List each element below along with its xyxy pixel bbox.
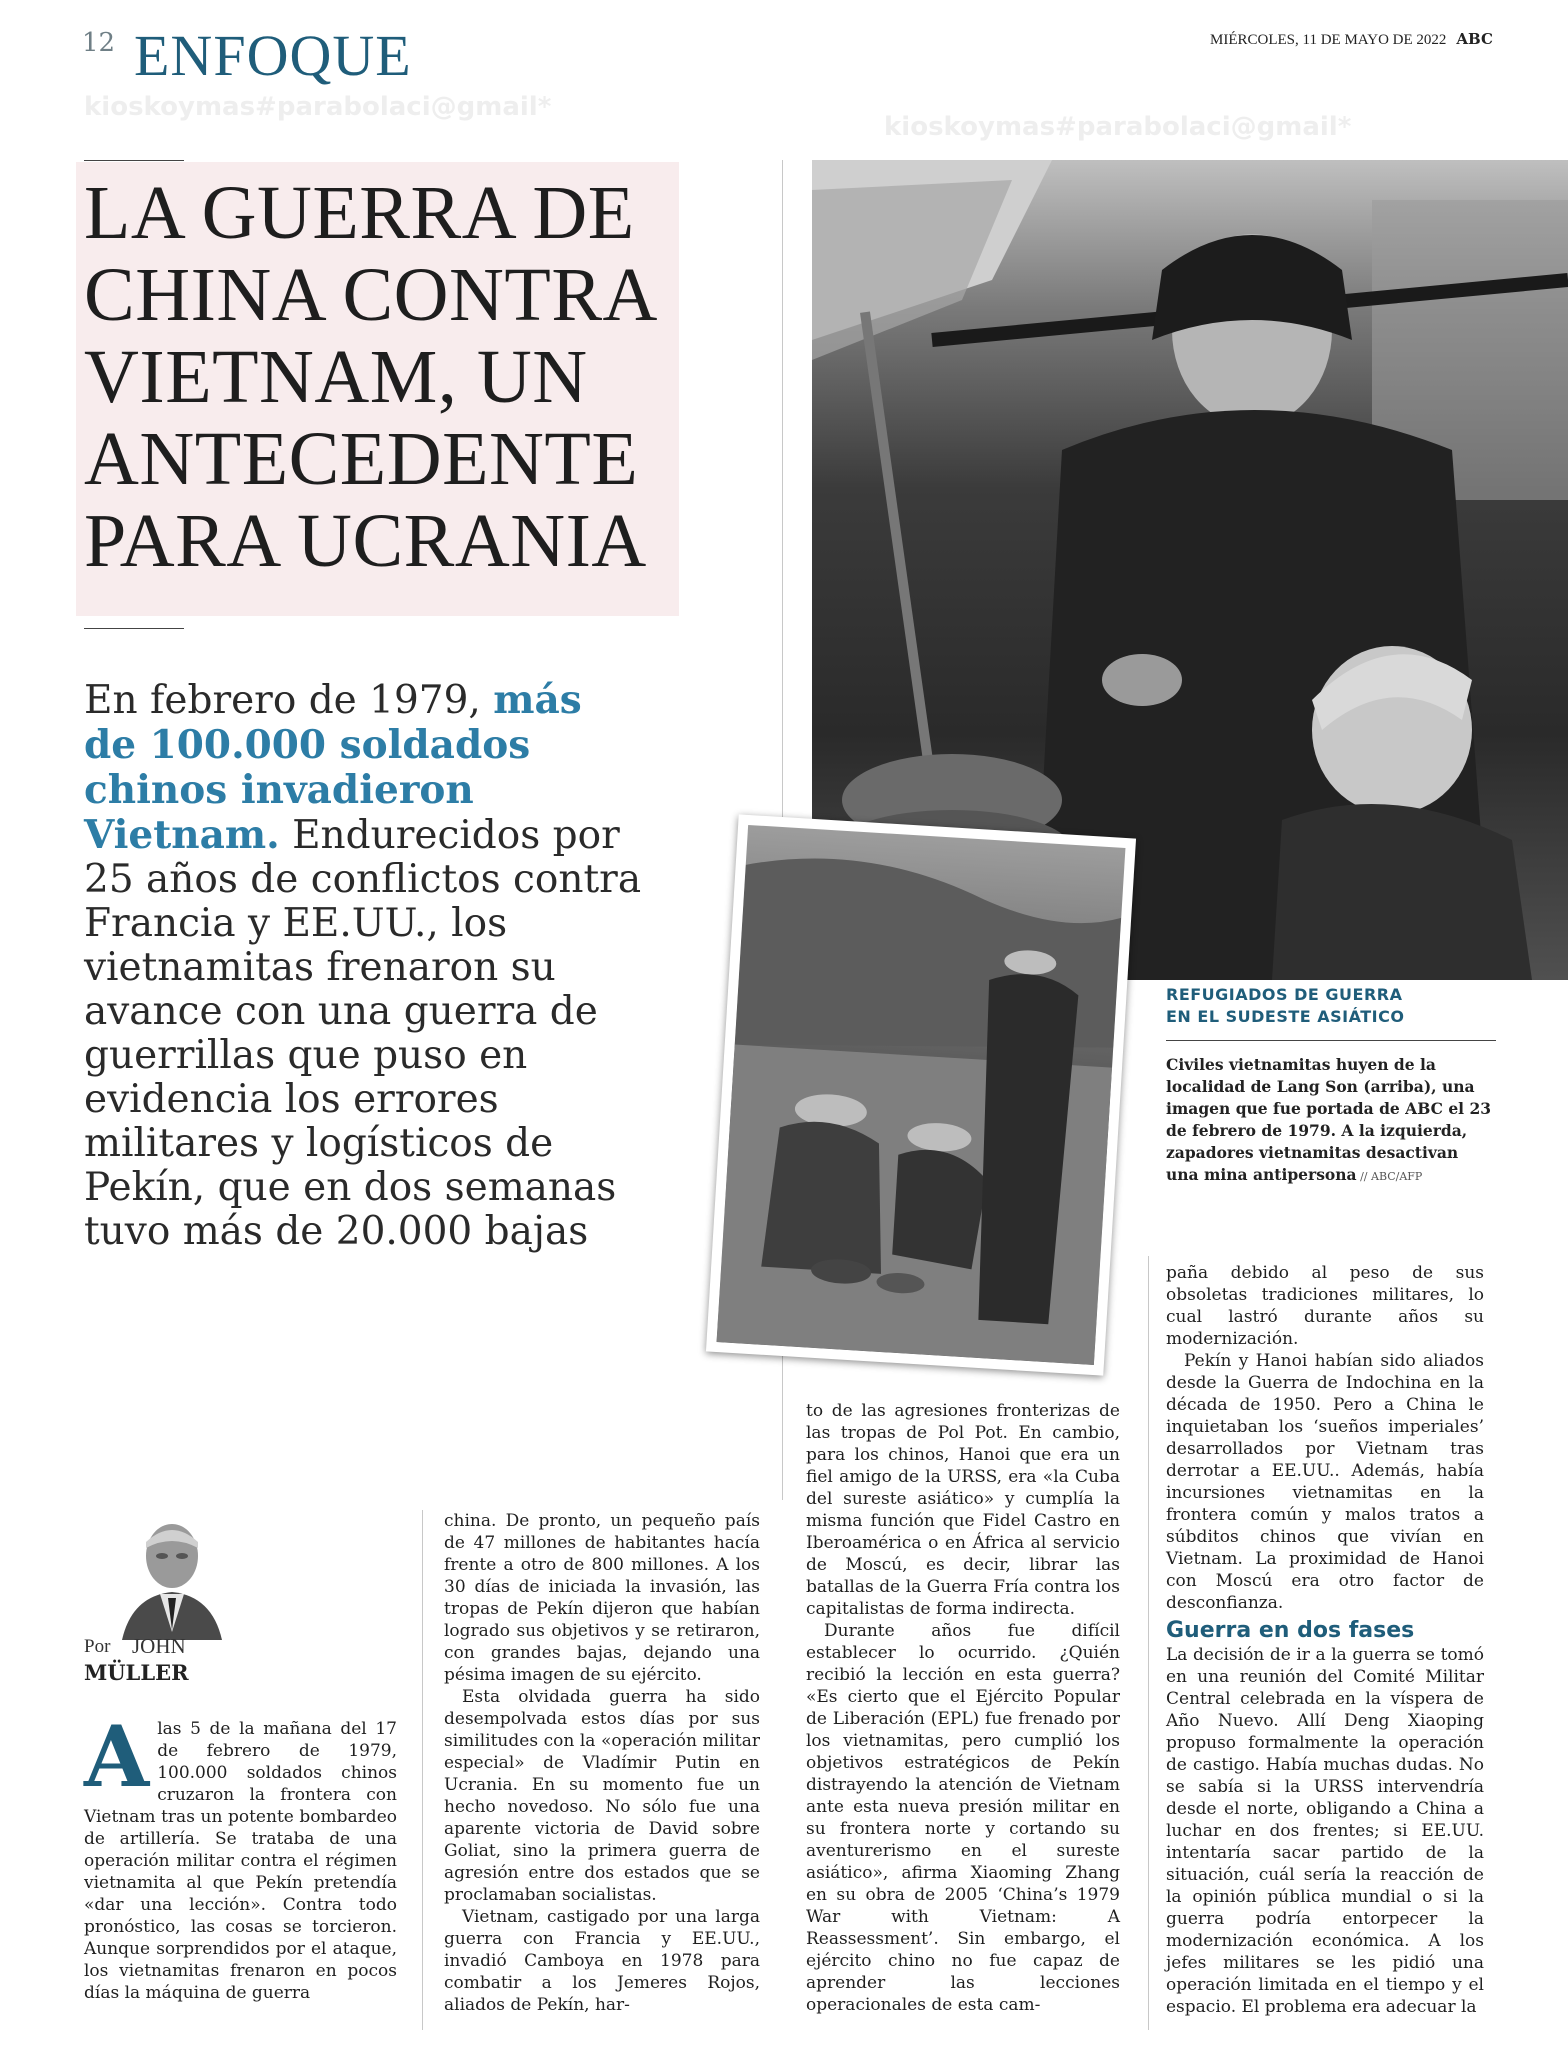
- article-column-1: [84, 1707, 397, 2004]
- lead-paragraph: [84, 678, 644, 1254]
- photo-credit: // ABC/AFP: [1356, 1170, 1423, 1183]
- article-paragraph: Vietnam, castigado por una larga guerra con Francia y EE.UU., invadió Camboya en 1978 para combatir a los Jemeres Rojos, aliados de Pekín, har-: [444, 1907, 760, 2015]
- byline-por: Por: [84, 1636, 111, 1657]
- lead-highlight: más de 100.000 soldados chinos invadieron Vietnam.: [84, 677, 582, 858]
- article-paragraph: las 5 de la mañana del 17 de febrero de 1979, 100.000 soldados chinos cruzaron la frontera con Vietnam tras un potente bombardeo de artillería. Se trataba de una operación militar contra el régimen vietnamita al que Pekín pretendía «dar una lección». Contra todo pronóstico, las cosas se torcieron. Aunque sorprendidos por el ataque, los vietnamitas frenaron en pocos días la máquina de guerra: [84, 1719, 397, 2003]
- dateline: [1210, 30, 1493, 49]
- author-portrait-icon: [112, 1512, 232, 1640]
- author-first-name: JOHN: [132, 1634, 186, 1658]
- paper-name: ABC: [1456, 30, 1493, 48]
- article-column-3: [806, 1400, 1120, 2016]
- section-title: ENFOQUE: [134, 23, 412, 88]
- headline: [84, 172, 684, 582]
- column-divider: [422, 1510, 423, 2030]
- headline-line: LA GUERRA DE: [84, 171, 635, 255]
- photo-caption-title: [1166, 984, 1496, 1028]
- article-paragraph: Esta olvidada guerra ha sido desempolvada estos días por sus similitudes con la «operación militar especial» de Vladímir Putin en Ucrania. En su momento fue un hecho novedoso. No sólo fue una aparente victoria de David sobre Goliat, sino la primera guerra de agresión entre dos estados que se proclamaban socialistas.: [444, 1687, 760, 1905]
- column-divider: [1148, 1256, 1149, 2030]
- author-last-name: MÜLLER: [84, 1660, 189, 1685]
- headline-rule: [84, 160, 184, 161]
- caption-title-line: EN EL SUDESTE ASIÁTICO: [1166, 1007, 1405, 1026]
- photo-caption: [1166, 1054, 1496, 1188]
- drop-cap: A: [84, 1707, 150, 1806]
- article-paragraph: Pekín y Hanoi habían sido aliados desde la Guerra de Indochina en la década de 1950. Pero a China le inquietaban los ‘sueños imperiales’ desarrollados por Vietnam tras derrotar a EE.UU.. Además, había incursiones vietnamitas en la frontera común y malos tratos a súbditos chinos que vivían en Vietnam. La proximidad de Hanoi con Moscú era otro factor de desconfianza.: [1166, 1351, 1484, 1613]
- sappers-mine-photo-icon: [717, 825, 1126, 1365]
- article-paragraph: china. De pronto, un pequeño país de 47 millones de habitantes hacía frente a otro de 800 millones. A los 30 días de iniciada la invasión, las tropas de Pekín dijeron que habían logrado sus objetivos y se retiraron, con grandes bajas, dejando una pésima imagen de su ejército.: [444, 1511, 760, 1685]
- lead-rest: Endurecidos por 25 años de conflictos contra Francia y EE.UU., los vietnamitas frenaron su avance con una guerra de guerrillas que puso en evidencia los errores militares y logísticos de Pekín, que en dos semanas tuvo más de 20.000 bajas: [84, 813, 642, 1254]
- inset-photo-sappers: [706, 814, 1136, 1375]
- caption-rule: [1166, 1040, 1496, 1041]
- headline-line: ANTECEDENTE: [84, 417, 639, 501]
- article-column-4: [1166, 1262, 1484, 2018]
- headline-line: CHINA CONTRA: [84, 253, 658, 337]
- headline-line: VIETNAM, UN: [84, 335, 588, 419]
- lead-start: En febrero de 1979,: [84, 678, 494, 723]
- watermark: kioskoymas#parabolaci@gmail*: [84, 92, 552, 122]
- author-photo: [112, 1512, 232, 1640]
- article-paragraph: paña debido al peso de sus obsoletas tradiciones militares, lo cual lastró durante años su modernización.: [1166, 1263, 1484, 1349]
- caption-text: Civiles vietnamitas huyen de la localidad de Lang Son (arriba), una imagen que fue portada de ABC el 23 de febrero de 1979. A la izquierda, zapadores vietnamitas desactivan una mina antipersona: [1166, 1055, 1492, 1184]
- issue-date: MIÉRCOLES, 11 DE MAYO DE 2022: [1210, 32, 1447, 48]
- article-paragraph: to de las agresiones fronterizas de las tropas de Pol Pot. En cambio, para los chinos, Hanoi que era un fiel amigo de la URSS, era «la Cuba del sureste asiático» y cumplía la misma función que Fidel Castro en Iberoamérica o en África al servicio de Moscú, es decir, librar las batallas de la Guerra Fría contra los capitalistas de forma indirecta.: [806, 1401, 1120, 1619]
- watermark: kioskoymas#parabolaci@gmail*: [884, 112, 1352, 142]
- headline-rule: [84, 628, 184, 629]
- article-column-2: [444, 1510, 760, 2016]
- article-paragraph: Durante años fue difícil establecer lo ocurrido. ¿Quién recibió la lección en esta guerra? «Es cierto que el Ejército Popular de Liberación (EPL) fue frenado por los vietnamitas, pero cumplió los objetivos estratégicos de Pekín distrayendo la atención de Vietnam ante esta nueva presión militar en su frontera norte y cortando su aventurerismo en el sureste asiático», afirma Xiaoming Zhang en su obra de 2005 ‘China’s 1979 War with Vietnam: A Reassessment’. Sin embargo, el ejército chino no fue capaz de aprender las lecciones operacionales de esta cam-: [806, 1621, 1120, 2015]
- article-paragraph: La decisión de ir a la guerra se tomó en una reunión del Comité Militar Central celebrada en la víspera de Año Nuevo. Allí Deng Xiaoping propuso formalmente la operación de castigo. Había muchas dudas. No se sabía si la URSS intervendría desde el norte, obligando a China a luchar en dos frentes; si EE.UU. intentaría sacar partido de la situación, cuál sería la reacción de la opinión pública mundial o si la guerra podría entorpecer la modernización económica. A los jefes militares se les pidió una operación limitada en el tiempo y el espacio. El problema era adecuar la: [1166, 1645, 1484, 2017]
- page-number: 12: [82, 28, 116, 58]
- caption-title-line: REFUGIADOS DE GUERRA: [1166, 985, 1403, 1004]
- subheading: Guerra en dos fases: [1166, 1618, 1415, 1643]
- headline-line: PARA UCRANIA: [84, 499, 647, 583]
